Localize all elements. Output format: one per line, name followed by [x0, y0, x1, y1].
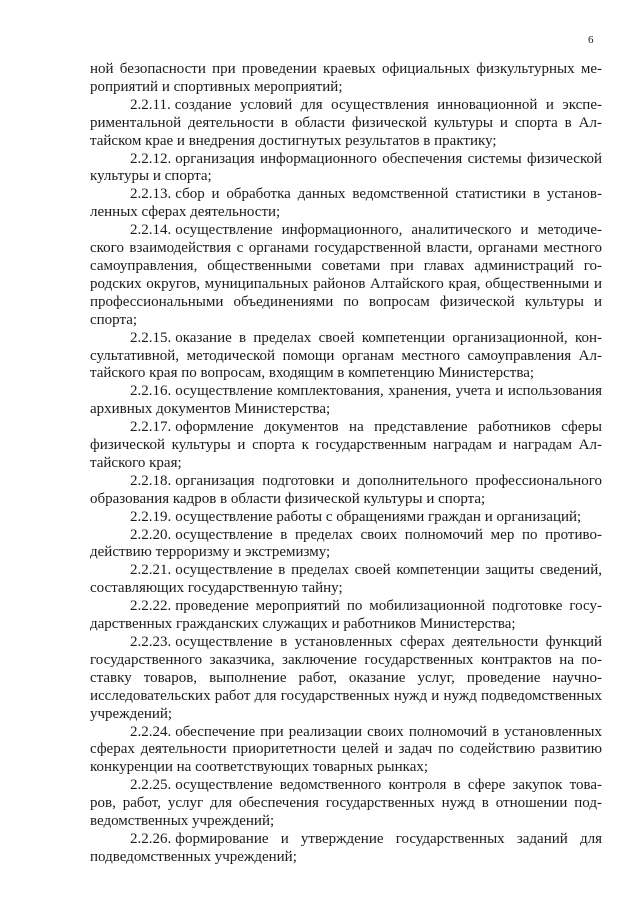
paragraph-text: осуществление работы с обращениями граждан и организаций;: [175, 508, 582, 525]
paragraph-text: проведение мероприятий по мобилизационной подготовке государственных гражданских служащих и работников Министерства;: [90, 598, 602, 633]
paragraph-text: осуществление в пределах своих полномочий мер по противодействию терроризму и экстремизму;: [90, 526, 602, 561]
paragraph-2-2-23: [90, 634, 602, 724]
paragraph-text: организация информационного обеспечения системы физической культуры и спорта;: [90, 150, 602, 185]
paragraph-2-2-26: [90, 831, 602, 867]
paragraph-number: 2.2.14.: [130, 222, 172, 239]
document-body: [90, 61, 602, 867]
paragraph-number: 2.2.24.: [130, 723, 172, 740]
paragraph-number: 2.2.16.: [130, 383, 172, 400]
paragraph-text: сбор и обработка данных ведомственной статистики в установленных сферах деятельности;: [90, 186, 602, 221]
paragraph-number: 2.2.21.: [130, 562, 172, 579]
paragraph-number: 2.2.20.: [130, 526, 172, 543]
paragraph-number: 2.2.12.: [130, 150, 172, 167]
paragraph-number: 2.2.17.: [130, 419, 172, 436]
paragraph-text: осуществление ведомственного контроля в сфере закупок товаров, работ, услуг для обеспечения государственных нужд в отношении подведомственных учреждений;: [90, 777, 602, 830]
paragraph-number: 2.2.18.: [130, 472, 172, 489]
paragraph-2-2-19: [90, 509, 602, 527]
paragraph-continuation: [90, 61, 602, 97]
paragraph-2-2-22: [90, 598, 602, 634]
paragraph-number: 2.2.11.: [130, 96, 171, 113]
paragraph-number: 2.2.22.: [130, 598, 172, 615]
paragraph-text: осуществление в установленных сферах деятельности функций государственного заказчика, заключение государственных контрактов на поставку товаров, выполнение работ, оказание услуг, проведение научно-исследовательских работ для государственных нужд и нужд подведомственных учреждений;: [90, 634, 602, 722]
paragraph-text: оказание в пределах своей компетенции организационной, консультативной, методической помощи органам местного самоуправления Алтайского края по вопросам, входящим в компетенцию Министерства;: [90, 329, 602, 382]
paragraph-2-2-25: [90, 777, 602, 831]
paragraph-number: 2.2.19.: [130, 508, 172, 525]
paragraph-2-2-14: [90, 222, 602, 329]
paragraph-text: оформление документов на представление работников сферы физической культуры и спорта к государственным наградам и наградам Алтайского края;: [90, 419, 602, 471]
paragraph-2-2-16: [90, 383, 602, 419]
paragraph-2-2-12: [90, 151, 602, 187]
paragraph-2-2-13: [90, 186, 602, 222]
paragraph-2-2-21: [90, 562, 602, 598]
paragraph-number: 2.2.13.: [130, 186, 172, 203]
paragraph-2-2-18: [90, 473, 602, 509]
paragraph-number: 2.2.25.: [130, 777, 172, 794]
paragraph-2-2-20: [90, 527, 602, 563]
paragraph-text: осуществление в пределах своей компетенции защиты сведений, составляющих государственную тайну;: [90, 562, 602, 597]
paragraph-2-2-15: [90, 330, 602, 384]
paragraph-text: осуществление информационного, аналитического и методического взаимодействия с органами государственной власти, органами местного самоуправления, общественными советами при главах администраций городских округов, муниципальных районов Алтайского края, общественными и профессиональными объединениями по вопросам физической культуры и спорта;: [90, 222, 602, 328]
paragraph-number: 2.2.26.: [130, 830, 172, 847]
paragraph-text: формирование и утверждение государственных заданий для подведомственных учреждений;: [90, 830, 602, 865]
paragraph-number: 2.2.23.: [130, 634, 172, 650]
page-number: 6: [588, 34, 594, 46]
paragraph-2-2-17: [90, 419, 602, 473]
paragraph-number: 2.2.15.: [130, 329, 172, 346]
paragraph-2-2-11: [90, 97, 602, 151]
paragraph-text: обеспечение при реализации своих полномочий в установленных сферах деятельности приоритетности целей и задач по содействию развитию конкуренции на соответствующих товарных рынках;: [90, 723, 602, 776]
paragraph-2-2-24: [90, 724, 602, 778]
paragraph-text: организация подготовки и дополнительного профессионального образования кадров в области физической культуры и спорта;: [90, 472, 602, 507]
paragraph-text: создание условий для осуществления инновационной и экспериментальной деятельности в области физической культуры и спорта в Алтайском крае и внедрения достигнутых результатов в практику;: [90, 96, 602, 149]
paragraph-text: ной безопасности при проведении краевых официальных физкультурных мероприятий и спортивных мероприятий;: [90, 61, 602, 95]
paragraph-text: осуществление комплектования, хранения, учета и использования архивных документов Министерства;: [90, 383, 602, 418]
